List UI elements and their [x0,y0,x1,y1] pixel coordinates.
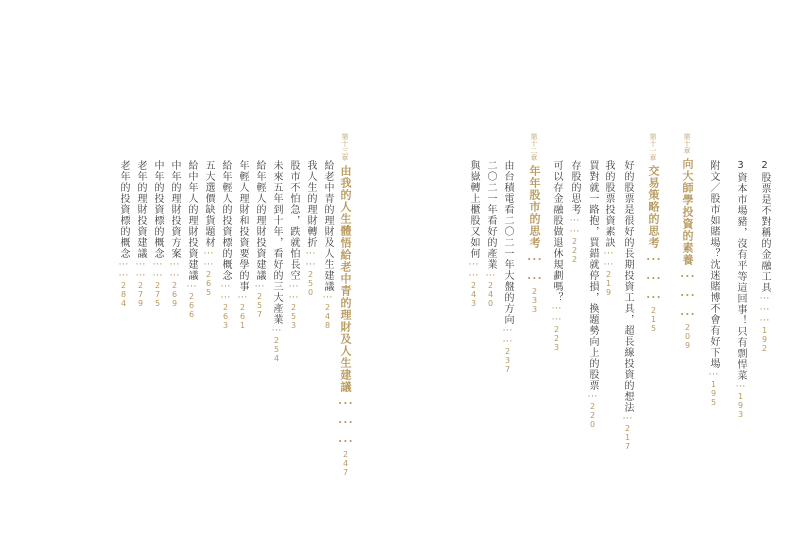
toc-entry-text: 給中年人的理財投資建議 [186,160,197,281]
toc-entry-page: 192 [760,326,769,353]
toc-entry-text: 3資本市場豬，沒有平等這回事！只有剽悍菜 [735,160,746,381]
chapter-12-label: 第十二章 [530,133,538,161]
toc-entry[interactable]: 給老中青的理財及人生建議⋯248 [322,160,333,330]
chapter-10-title: 向大師學投資的素養 [681,158,694,266]
toc-entry-text: 股市不怕急，跌就怕長空 [288,160,299,281]
toc-entry-text: 二〇二一年看好的產業 [485,160,496,270]
chapter-11-page: 215 [649,306,658,333]
toc-entry[interactable]: 老年的投資標的概念⋯⋯284 [118,160,129,308]
toc-entry[interactable]: 老年的理財投資建議⋯⋯279 [135,160,146,308]
toc-entry-page: 223 [552,325,561,352]
toc-entry-page: 243 [469,281,478,308]
toc-entry-text: 中年的理財投資方案 [169,160,180,259]
toc-entry[interactable]: 五大選價缺貨題材⋯⋯265 [203,160,214,297]
chapter-10-leader: ⋯⋯⋯ [678,266,697,323]
toc-entry[interactable]: 附文／股市如賭場？沈迷賭博不會有好下場⋯195 [708,160,719,407]
toc-entry-page: 279 [136,281,145,308]
toc-entry-text: 老年的投資標的概念 [118,160,129,259]
toc-entry-page: 250 [306,270,315,297]
chapter-12-page: 233 [530,287,539,314]
chapter-13-page: 247 [341,450,350,477]
toc-entry-page: 257 [255,292,264,319]
chapter-10-page: 209 [683,323,692,350]
toc-entry-page: 195 [709,380,718,407]
toc-entry[interactable]: 二〇二一年看好的產業⋯240 [485,160,496,308]
toc-entry-page: 253 [289,303,298,330]
toc-entry-page: 254 [272,336,281,363]
toc-entry-page: 261 [238,303,247,330]
chapter-10-heading [678,133,697,350]
toc-entry-page: 237 [503,347,512,374]
toc-entry[interactable]: 3資本市場豬，沒有平等這回事！只有剽悍菜⋯193 [735,160,746,419]
toc-entry-page: 269 [170,281,179,308]
toc-entry-text: 老年的理財投資建議 [135,160,146,259]
toc-entry[interactable]: 買對就一路抱，買錯就停損，換題勢向上的股票⋯220 [587,160,598,429]
toc-entry[interactable]: 2股票是不對稱的金融工具⋯⋯⋯192 [759,160,770,353]
toc-entry-page: 248 [323,303,332,330]
toc-entry-text: 與嶽轉上櫃股又如何 [468,160,479,259]
toc-entry[interactable]: 存股的思考⋯⋯222 [569,160,580,264]
chapter-13-label: 第十三章 [341,133,349,161]
toc-entry-text: 年輕人理財和投資要學的事 [237,160,248,292]
toc-entry[interactable]: 年輕人理財和投資要學的事⋯261 [237,160,248,330]
toc-entry-text: 未來五年到十年，看好的三大產業 [271,160,282,325]
toc-entry-page: 263 [221,303,230,330]
toc-entry-page: 240 [486,281,495,308]
toc-entry-page: 222 [570,237,579,264]
toc-entry-text: 好的股票是很好的長期投資工具，超長線投資的想法 [622,160,633,413]
toc-entry-page: 193 [736,392,745,419]
toc-entry-text: 2股票是不對稱的金融工具 [759,160,770,293]
toc-entry[interactable]: 我的股票投資素訣⋯⋯219 [603,160,614,297]
toc-entry[interactable]: 與嶽轉上櫃股又如何⋯⋯243 [468,160,479,308]
chapter-10-label: 第十章 [683,133,691,154]
toc-entry-text: 由台積電看二〇二一年大盤的方向 [502,160,513,325]
chapter-11-title: 交易策略的思考 [647,165,660,249]
toc-entry-text: 我的股票投資素訣 [603,160,614,248]
toc-entry[interactable]: 好的股票是很好的長期投資工具，超長線投資的想法⋯217 [622,160,633,451]
toc-entry[interactable]: 未來五年到十年，看好的三大產業⋯254 [271,160,282,363]
toc-entry-page: 284 [119,281,128,308]
toc-entry[interactable]: 給中年人的理財投資建議⋯266 [186,160,197,319]
chapter-11-heading: 第十一章交易策略的思考⋯⋯⋯215 [644,133,663,333]
toc-entry[interactable]: 我人生的理財轉折⋯⋯250 [305,160,316,297]
toc-entry-page: 266 [187,292,196,319]
chapter-12-heading: 第十二章年年股市的思考⋯⋯233 [525,133,544,314]
toc-entry-text: 給年輕人的投資標的概念 [220,160,231,281]
chapter-12-title: 年年股市的思考 [528,165,541,249]
toc-entry-text: 可以存金融股做退休規劃嗎？ [551,160,562,303]
toc-entry-text: 給老中青的理財及人生建議 [322,160,333,292]
toc-entry[interactable]: 中年的投資標的概念⋯⋯275 [152,160,163,308]
toc-entry-page: 220 [588,402,597,429]
toc-entry-page: 275 [153,281,162,308]
toc-entry[interactable]: 可以存金融股做退休規劃嗎？⋯⋯223 [551,160,562,352]
toc-entry[interactable]: 由台積電看二〇二一年大盤的方向⋯⋯237 [502,160,513,374]
toc-entry-text: 五大選價缺貨題材 [203,160,214,248]
toc-entry-text: 我人生的理財轉折 [305,160,316,248]
toc-entry-text: 買對就一路抱，買錯就停損，換題勢向上的股票 [587,160,598,391]
toc-entry-text: 附文／股市如賭場？沈迷賭博不會有好下場 [708,160,719,369]
toc-entry-text: 中年的投資標的概念 [152,160,163,259]
toc-entry-text: 給年輕人的理財投資建議 [254,160,265,281]
toc-entry[interactable]: 給年輕人的理財投資建議⋯257 [254,160,265,319]
toc-entry[interactable]: 股市不怕急，跌就怕長空⋯⋯253 [288,160,299,330]
toc-entry-page: 265 [204,270,213,297]
chapter-11-label: 第十一章 [649,133,657,161]
toc-entry-text: 存股的思考 [569,160,580,215]
toc-entry[interactable]: 給年輕人的投資標的概念⋯⋯263 [220,160,231,330]
toc-entry-page: 217 [623,424,632,451]
toc-entry[interactable]: 中年的理財投資方案⋯⋯269 [169,160,180,308]
toc-entry-page: 219 [604,270,613,297]
chapter-13-title: 由我的人生體悟給老中青的理財及人生建議 [339,165,352,393]
chapter-13-heading: 第十三章由我的人生體悟給老中青的理財及人生建議⋯⋯⋯247 [336,133,355,477]
